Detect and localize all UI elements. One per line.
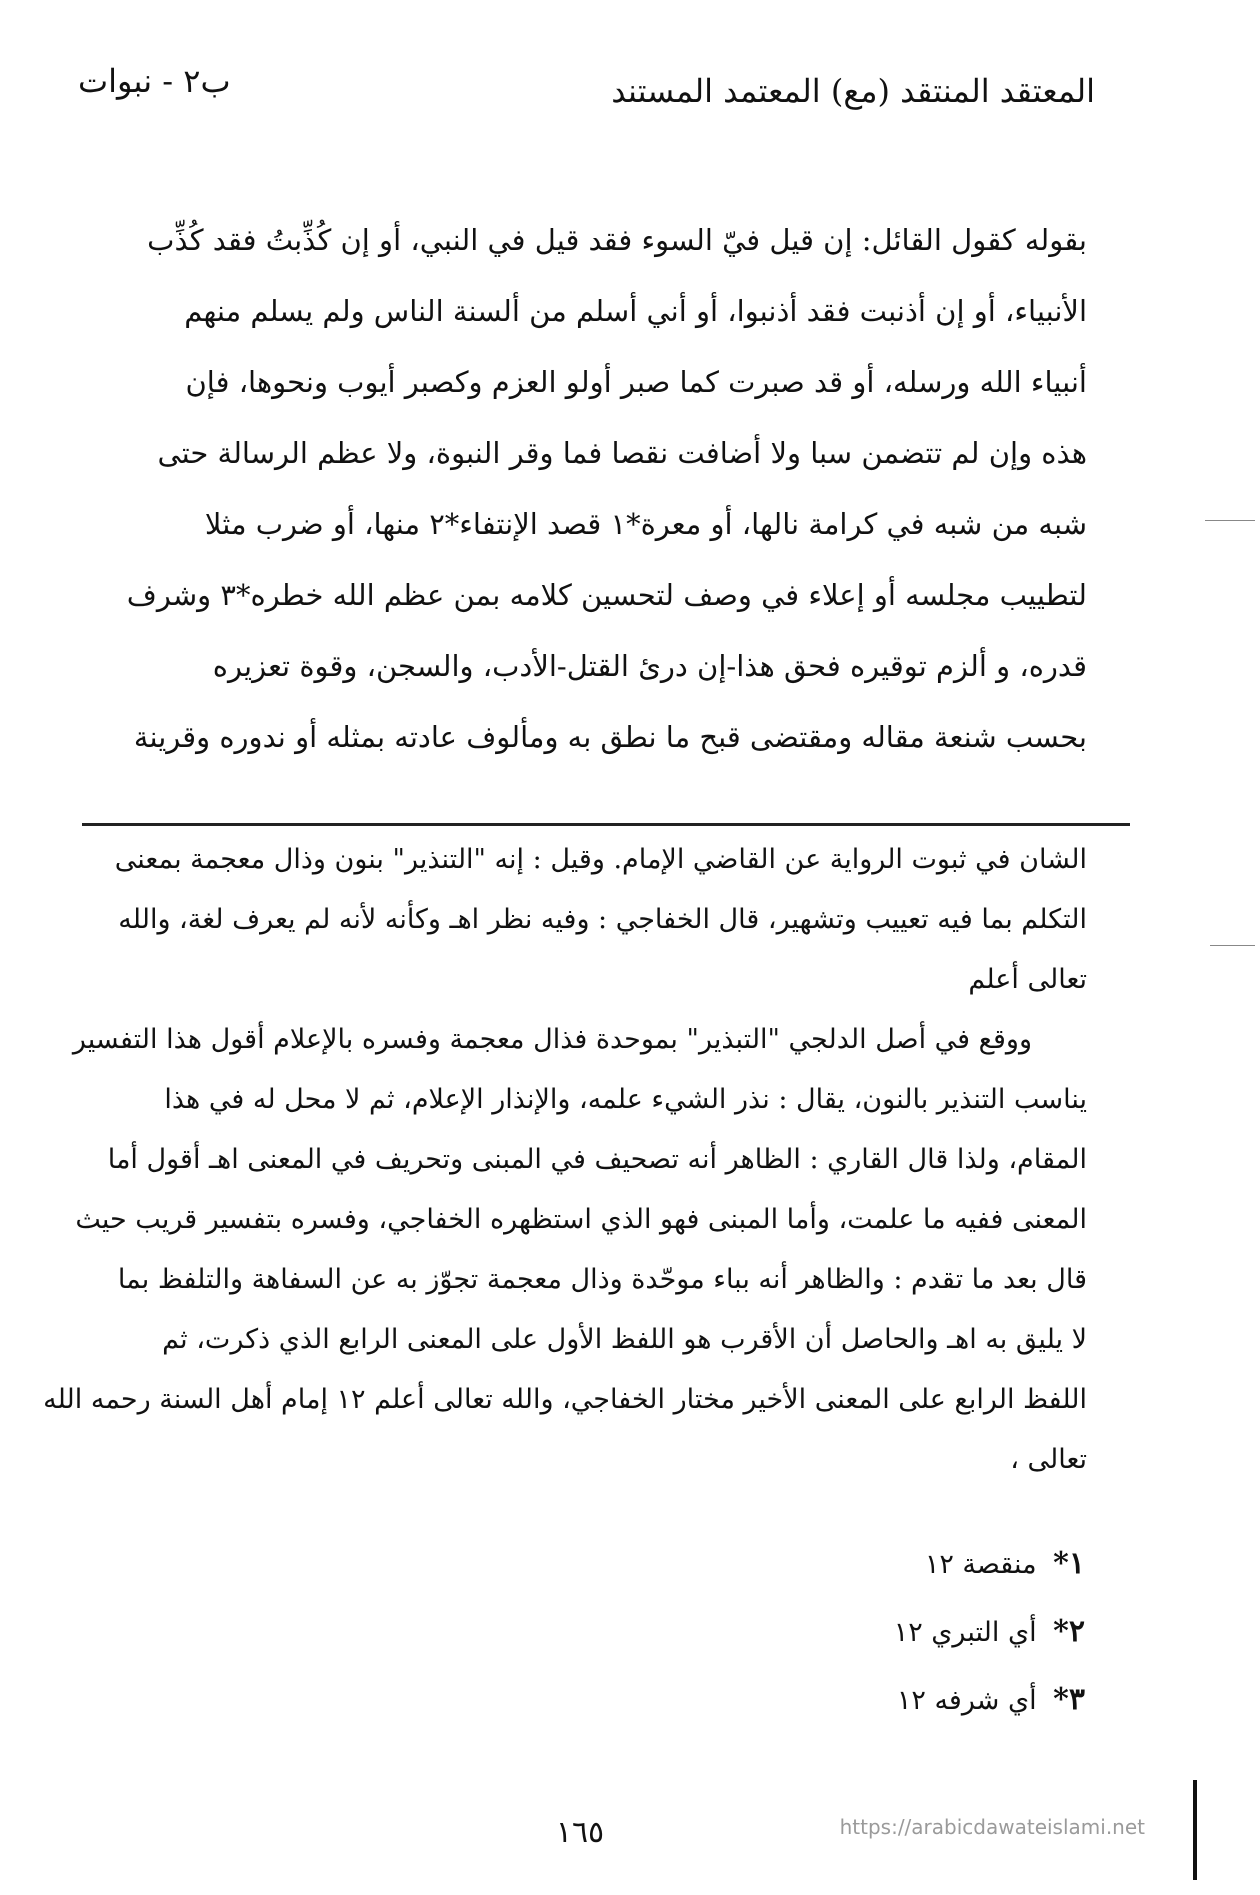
scan-margin-mark	[1210, 945, 1255, 946]
note-line: اللفظ الرابع على المعنى الأخير مختار الخفاجي، والله تعالى أعلم ١٢ إمام أهل السنة رحمه الله	[43, 1384, 1087, 1415]
watermark-url: https://arabicdawateislami.net	[839, 1815, 1145, 1839]
note-line: يناسب التنذير بالنون، يقال : نذر الشيء علمه، والإنذار الإعلام، ثم لا محل له في هذا	[164, 1084, 1087, 1115]
note-line: لا يليق به اهـ والحاصل أن الأقرب هو اللفظ الأول على المعنى الرابع الذي ذكرت، ثم	[162, 1324, 1087, 1355]
note-line: قال بعد ما تقدم : والظاهر أنه بباء موحّدة وذال معجمة تجوّز به عن السفاهة والتلفظ بما	[117, 1264, 1087, 1295]
note-line: تعالى أعلم	[968, 964, 1087, 995]
footnote-text: أي التبري ١٢	[893, 1617, 1037, 1648]
note-line: المقام، ولذا قال القاري : الظاهر أنه تصحيف في المبنى وتحريف في المعنى اهـ أقول أما	[107, 1144, 1087, 1175]
footnote-item	[585, 1666, 1085, 1734]
footnote-separator	[82, 823, 1130, 826]
footnote-text: أي شرفه ١٢	[896, 1685, 1037, 1716]
footnote-number: ٣*	[1053, 1682, 1085, 1717]
body-line: بحسب شنعة مقاله ومقتضى قبح ما نطق به ومألوف عادته بمثله أو ندوره وقرينة	[133, 720, 1087, 754]
footnote-item	[585, 1530, 1085, 1598]
page-number: ١٦٥	[555, 1815, 605, 1850]
body-line: أنبياء الله ورسله، أو قد صبرت كما صبر أولو العزم وكصبر أيوب ونحوها، فإن	[185, 365, 1087, 399]
running-header-title: المعتقد المنتقد (مع) المعتمد المستند	[611, 72, 1095, 110]
note-line: ووقع في أصل الدلجي "التبذير" بموحدة فذال معجمة وفسره بالإعلام أقول هذا التفسير	[72, 1024, 1032, 1055]
scan-edge-bar	[1193, 1780, 1197, 1880]
footnote-number: ٢*	[1053, 1614, 1085, 1649]
footnote-number: ١*	[1053, 1546, 1085, 1581]
footnotes-text	[43, 830, 1087, 1490]
note-line: التكلم بما فيه تعييب وتشهير، قال الخفاجي : وفيه نظر اهـ وكأنه لأنه لم يعرف لغة، والله	[118, 904, 1087, 935]
footnote-text: منقصة ١٢	[924, 1549, 1037, 1580]
body-line: شبه من شبه في كرامة نالها، أو معرة*١ قصد الإنتفاء*٢ منها، أو ضرب مثلا	[204, 507, 1087, 541]
body-line: لتطييب مجلسه أو إعلاء في وصف لتحسين كلامه بمن عظم الله خطره*٣ وشرف	[126, 578, 1087, 612]
footnote-item	[585, 1598, 1085, 1666]
note-line: الشان في ثبوت الرواية عن القاضي الإمام. وقيل : إنه "التنذير" بنون وذال معجمة بمعنى	[114, 844, 1087, 875]
note-line: المعنى ففيه ما علمت، وأما المبنى فهو الذي استظهره الخفاجي، وفسره بتفسير قريب حيث	[75, 1204, 1087, 1235]
body-line: هذه وإن لم تتضمن سبا ولا أضافت نقصا فما وقر النبوة، ولا عظم الرسالة حتى	[157, 436, 1087, 470]
footnote-markers	[585, 1530, 1085, 1734]
body-line: بقوله كقول القائل: إن قيل فيّ السوء فقد قيل في النبي، أو إن كُذِّبتُ فقد كُذِّب	[147, 223, 1087, 257]
body-line: قدره، و ألزم توقيره فحق هذا-إن درئ القتل-الأدب، والسجن، وقوة تعزيره	[212, 649, 1087, 683]
scan-margin-mark	[1205, 520, 1255, 521]
note-line: تعالى ،	[1010, 1444, 1087, 1475]
main-body-text	[82, 205, 1087, 773]
body-line: الأنبياء، أو إن أذنبت فقد أذنبوا، أو أني أسلم من ألسنة الناس ولم يسلم منهم	[184, 294, 1087, 328]
running-header-left: ب٢ - نبوات	[78, 62, 231, 100]
